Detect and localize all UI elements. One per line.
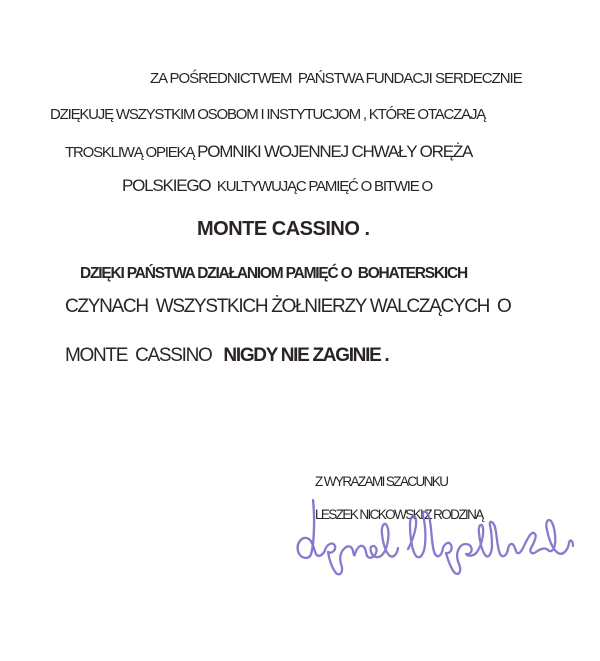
body-line-6: DZIĘKI PAŃSTWA DZIAŁANIOM PAMIĘĆ O BOHATERSKICH	[80, 265, 468, 282]
body-line-3-segment-1: TROSKLIWĄ OPIEKĄ	[65, 144, 198, 161]
body-line-4-segment-2: KULTYWUJĄC PAMIĘĆ O BITWIE O	[213, 178, 432, 195]
body-line-7: CZYNACH WSZYSTKICH ŻOŁNIERZY WALCZĄCYCH O	[65, 296, 511, 317]
body-line-4	[122, 176, 432, 196]
body-line-1: ZA POŚREDNICTWEM PAŃSTWA FUNDACJI SERDECZNIE	[150, 70, 522, 87]
body-line-3-segment-2: POMNIKI WOJENNEJ CHWAŁY ORĘŻA	[197, 142, 473, 161]
closing-signatory: LESZEK NICKOWSKI Z RODZINĄ	[315, 507, 483, 522]
body-line-5-monte-cassino: MONTE CASSINO .	[197, 218, 370, 240]
body-line-2: DZIĘKUJĘ WSZYSTKIM OSOBOM I INSTYTUCJOM , KTÓRE OTACZAJĄ	[50, 106, 486, 123]
body-line-3	[65, 142, 472, 162]
closing-regards: Z WYRAZAMI SZACUNKU	[315, 474, 448, 489]
body-line-4-segment-1: POLSKIEGO	[122, 176, 214, 195]
body-line-8-segment-1: MONTE CASSINO	[65, 345, 216, 366]
body-line-8-segment-2: NIGDY NIE ZAGINIE .	[215, 345, 389, 366]
body-line-8	[65, 345, 388, 367]
